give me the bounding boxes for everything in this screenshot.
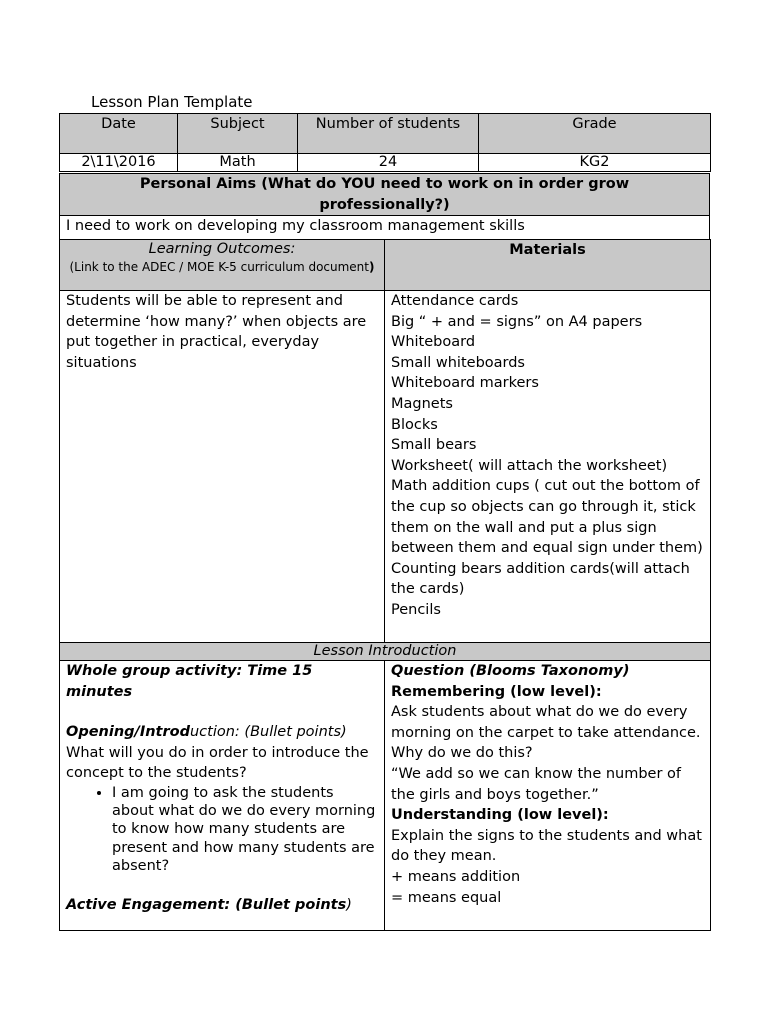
introduction-plan xyxy=(60,661,385,931)
material-item: Pencils xyxy=(391,601,441,618)
material-item: Magnets xyxy=(391,395,453,412)
grade-value: KG2 xyxy=(479,154,711,172)
outcomes-materials-table xyxy=(59,239,711,643)
remembering-why: Why do we do this? xyxy=(391,745,533,762)
spacer xyxy=(66,875,378,895)
active-engagement-heading xyxy=(66,895,378,916)
lesson-introduction-table xyxy=(59,642,711,931)
blooms-heading: Question (Blooms Taxonomy) xyxy=(391,663,630,679)
learning-outcomes-text: Students will be able to represent and determine ‘how many?’ when objects are put together in practical, everyday situations xyxy=(60,291,385,643)
learning-outcomes-heading: Learning Outcomes: xyxy=(148,241,296,257)
active-engagement-bold: Active Engagement: (Bullet points xyxy=(66,896,347,913)
material-item: Blocks xyxy=(391,416,438,433)
material-item: Math addition cups ( cut out the bottom of the cup so objects can go through it, stick them on the wall and put a plus sign between them and equal sign under them) xyxy=(391,478,703,557)
opening-heading-rest: uction: (Bullet points) xyxy=(189,724,347,741)
blooms-questions xyxy=(385,661,711,931)
understanding-heading: Understanding (low level): xyxy=(391,807,609,824)
material-item: Whiteboard xyxy=(391,334,476,351)
material-item: Big “ + and = signs” on A4 papers xyxy=(391,313,643,330)
opening-heading xyxy=(66,722,378,743)
active-engagement-close: ) xyxy=(346,896,352,913)
opening-bullets xyxy=(66,784,378,875)
learning-outcomes-header xyxy=(60,240,385,291)
opening-heading-bold: Opening/Introd xyxy=(66,724,190,741)
date-value: 2\11\2016 xyxy=(60,154,178,172)
date-header: Date xyxy=(60,114,178,154)
plus-sign-meaning: + means addition xyxy=(391,868,521,885)
number-of-students-value: 24 xyxy=(298,154,479,172)
lesson-introduction-heading: Lesson Introduction xyxy=(60,643,711,661)
material-item: Counting bears addition cards(will attach the cards) xyxy=(391,560,690,598)
material-item: Small bears xyxy=(391,437,477,454)
curriculum-link-note xyxy=(66,259,378,275)
number-of-students-header: Number of students xyxy=(298,114,479,154)
materials-list xyxy=(385,291,711,643)
grade-header: Grade xyxy=(479,114,711,154)
materials-heading: Materials xyxy=(385,240,711,291)
remembering-answer: “We add so we can know the number of the girls and boys together.” xyxy=(391,765,682,803)
aims-table xyxy=(59,173,710,242)
material-item: Whiteboard markers xyxy=(391,375,539,392)
subject-header: Subject xyxy=(178,114,298,154)
header-table xyxy=(59,113,711,172)
understanding-explain: Explain the signs to the students and what do they mean. xyxy=(391,827,702,865)
curriculum-link-text: (Link to the ADEC / MOE K-5 curriculum document xyxy=(69,260,369,274)
material-item: Attendance cards xyxy=(391,293,519,309)
opening-question: What will you do in order to introduce the concept to the students? xyxy=(66,744,369,782)
personal-aims-heading: Personal Aims (What do YOU need to work on in order grow professionally?) xyxy=(60,174,710,216)
remembering-ask: Ask students about what do we do every morning on the carpet to take attendance. xyxy=(391,704,701,741)
remembering-heading: Remembering (low level): xyxy=(391,683,602,700)
opening-bullet: • I am going to ask the students about what do we do every morning to know how many students are present and how many students are absent? xyxy=(112,784,378,875)
personal-aims-text: I need to work on developing my classroom management skills xyxy=(60,216,710,242)
spacer xyxy=(66,702,378,722)
material-item: Small whiteboards xyxy=(391,354,525,371)
curriculum-link-close: ) xyxy=(369,260,375,274)
document-title: Lesson Plan Template xyxy=(91,93,253,111)
subject-value: Math xyxy=(178,154,298,172)
whole-group-activity: Whole group activity: Time 15 minutes xyxy=(66,663,313,700)
equal-sign-meaning: = means equal xyxy=(391,889,502,906)
material-item: Worksheet( will attach the worksheet) xyxy=(391,457,668,474)
